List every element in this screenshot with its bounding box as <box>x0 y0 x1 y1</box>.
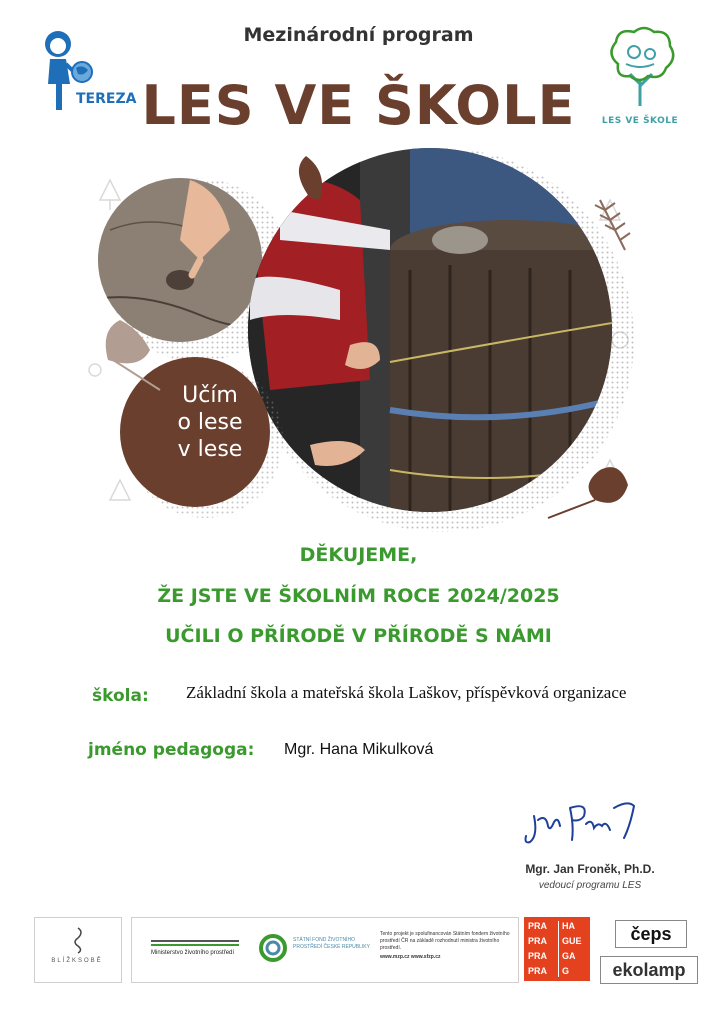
praha-logo <box>524 917 590 981</box>
blizk-sobe-logo-box <box>34 917 122 983</box>
ceps-logo: čeps <box>615 920 687 948</box>
blizk-sobe-icon <box>71 926 85 954</box>
praha-cell: HA <box>562 921 575 931</box>
mzp-logo-bar-green <box>151 944 239 946</box>
blizk-sobe-text: BLÍŽKSOBĚ <box>51 958 103 964</box>
praha-cell: PRA <box>528 951 548 961</box>
praha-cell: G <box>562 966 570 976</box>
badge-line-2: o lese <box>177 410 243 435</box>
thanks-line-2: ŽE JSTE VE ŠKOLNÍM ROCE 2024/2025 <box>157 585 560 607</box>
program-heading: Mezinárodní program <box>243 24 474 46</box>
praha-cell: PRA <box>528 921 548 931</box>
project-funding-note <box>380 931 512 961</box>
school-value: Základní škola a mateřská škola Laškov, příspěvková organizace <box>186 683 627 702</box>
les-ve-skole-logo-text: LES VE ŠKOLE <box>601 116 679 126</box>
praha-cell: PRA <box>528 966 548 976</box>
les-ve-skole-tree-logo <box>600 24 680 112</box>
handwritten-signature <box>524 796 654 848</box>
school-label: škola: <box>92 686 149 706</box>
praha-divider <box>558 921 559 977</box>
tereza-logo-text: TEREZA <box>76 91 137 107</box>
praha-cell: PRA <box>528 936 548 946</box>
funding-note-text: Tento projekt je spolufinancován Státním fondem životního prostředí ČR na základě rozhodnutí ministra životního prostředí. <box>380 931 510 951</box>
badge-line-1: Učím <box>182 383 238 408</box>
signer-name: Mgr. Jan Froněk, Ph.D. <box>525 862 655 876</box>
thanks-line-3: UČILI O PŘÍRODĚ V PŘÍRODĚ S NÁMI <box>165 625 552 647</box>
teacher-value: Mgr. Hana Mikulková <box>284 741 434 758</box>
sfzp-logo-icon <box>258 933 288 963</box>
praha-cell: GA <box>562 951 576 961</box>
mzp-logo-bar <box>151 940 239 942</box>
teacher-label: jméno pedagoga: <box>88 740 255 760</box>
praha-cell: GUE <box>562 936 582 946</box>
hero-photo-collage <box>80 140 640 540</box>
mzp-logo-text: Ministerstvo životního prostředí <box>151 950 235 956</box>
ekolamp-logo: ekolamp <box>600 956 698 984</box>
funding-note-urls: www.mzp.cz www.sfzp.cz <box>380 954 441 960</box>
signer-role: vedoucí programu LES <box>538 880 642 891</box>
sfzp-logo-text: STÁTNÍ FOND ŽIVOTNÍHO PROSTŘEDÍ ČESKÉ REPUBLIKY <box>293 937 370 950</box>
thanks-line-1: DĚKUJEME, <box>299 544 418 566</box>
certificate-title: LES VE ŠKOLE <box>141 74 576 137</box>
badge-line-3: v lese <box>177 437 243 462</box>
badge-slogan <box>150 382 270 463</box>
